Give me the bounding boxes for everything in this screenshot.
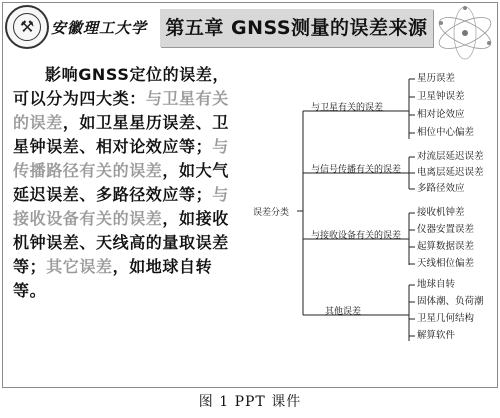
leaf-item: 固体潮、负荷潮 [417,296,484,307]
leaf-item: 电离层延迟误差 [417,167,484,178]
category-other: 其它误差 [46,257,113,276]
branch-receiver: 与接收设备有关的误差 [311,231,402,241]
leaf-item: 仪器安置误差 [417,224,475,235]
mindmap-root: 误差分类 [253,208,290,218]
category-satellite: 与卫星有关的误差 [13,89,229,132]
leaf-item: 多路径效应 [417,183,465,194]
leaf-item: 相位中心偏差 [417,127,475,138]
orbit-decoration-icon [433,3,497,63]
branch-other: 其他误差 [325,307,362,317]
category-propagation-examples: ，如大气延迟误差、多路径效应等； [13,161,229,204]
leaf-item: 天线相位偏差 [417,258,475,269]
intro-text: 影响GNSS定位的误差，可以分为四大类： [13,65,230,108]
branch-satellite: 与卫星有关的误差 [311,103,384,113]
figure-caption: 图 1 PPT 课件 [198,394,302,410]
category-propagation: 与传播路径有关的误差 [13,137,229,180]
leaf-item: 卫星几何结构 [417,313,475,324]
category-other-examples: ，如地球自转等。 [13,257,213,300]
category-satellite-examples: ，如卫星星历误差、卫星钟误差、相对论效应等； [13,113,229,156]
leaf-item: 卫星钟误差 [417,91,465,102]
leaf-item: 接收机钟差 [417,207,465,218]
error-classification-mindmap [253,69,497,369]
slide-header [3,3,497,55]
title-box [160,9,433,47]
category-receiver: 与接收设备有关的误差 [13,185,229,228]
logo-mark-icon: ⚒ [19,17,35,36]
leaf-item: 地球自转 [417,279,456,290]
school-name: 安徽理工大学 [51,19,148,37]
body-paragraph [13,63,241,363]
leaf-item: 起算数据误差 [417,241,475,252]
ppt-slide [2,2,498,388]
leaf-item: 解算软件 [417,330,456,341]
leaf-item: 相对论效应 [417,109,465,120]
branch-propagation: 与信号传播有关的误差 [311,165,402,175]
leaf-item: 对流层延迟误差 [417,151,484,162]
university-logo [5,5,49,49]
category-receiver-examples: ，如接收机钟误差、天线高的量取误差等； [13,209,229,276]
leaf-item: 星历误差 [417,73,456,84]
slide-title: 第五章 GNSS测量的误差来源 [165,17,428,39]
